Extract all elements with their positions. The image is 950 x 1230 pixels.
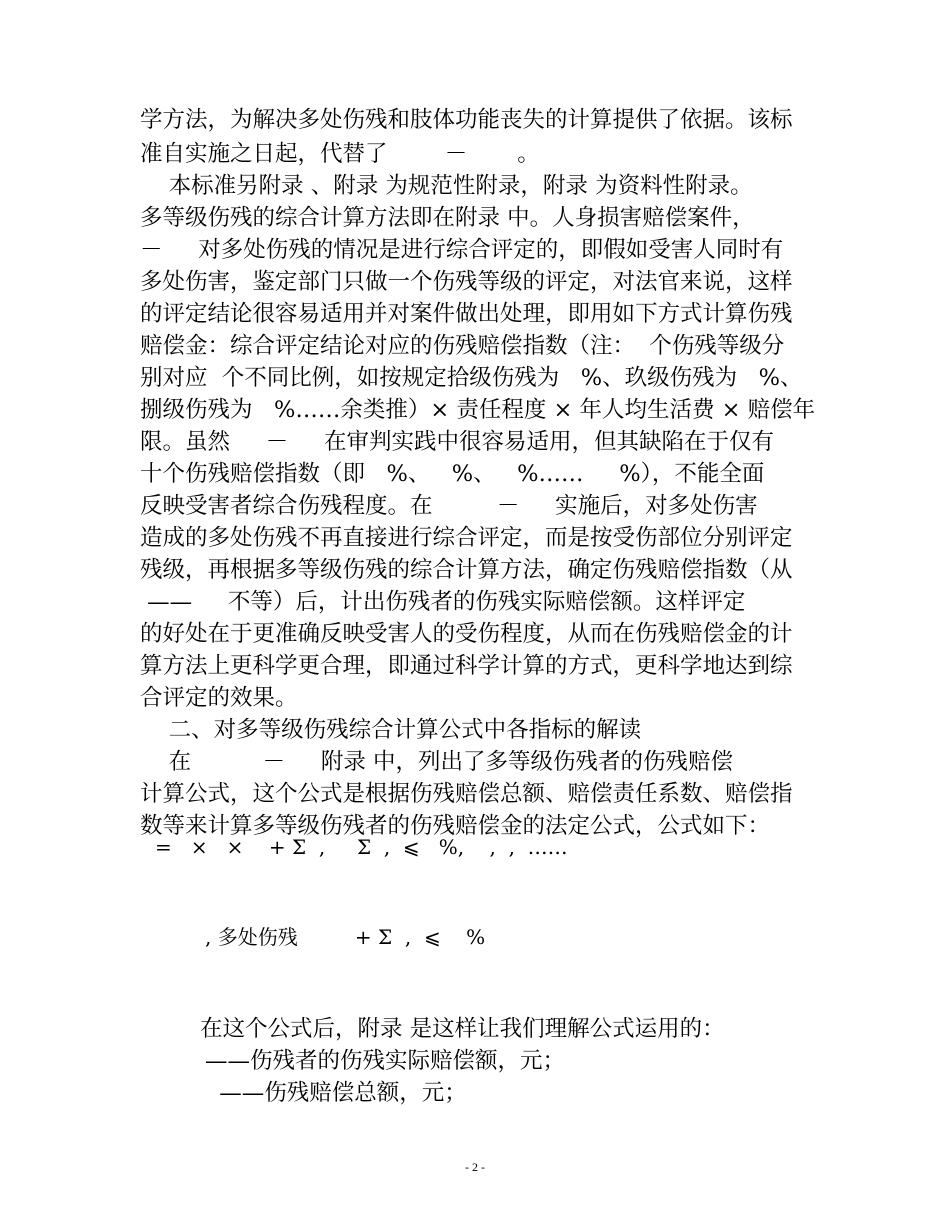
section-heading: 二、对多等级伤残综合计算公式中各指标的解读 (140, 717, 642, 743)
body-line: 在这个公式后，附录 是这样让我们理解公式运用的： (200, 1016, 725, 1042)
definition-line: ——伤残者的伤残实际赔偿额，元； (205, 1048, 566, 1074)
body-line: 的好处在于更准确反映受害人的受伤程度，从而在伤残赔偿金的计 (140, 621, 793, 647)
body-line: 学方法，为解决多处伤残和肢体功能丧失的计算提供了依据。该标 (140, 107, 793, 133)
body-line: 别对应 个不同比例，如按规定拾级伤残为 %、玖级伤残为 %、 (140, 365, 803, 391)
body-line: 数等来计算多等级伤残者的伤残赔偿金的法定公式，公式如下： (140, 813, 771, 839)
body-line: 反映受害者综合伤残程度。在 － 实施后，对多处伤害 (140, 493, 758, 519)
formula-line-2: , 多处伤残 + Σ , ⩽ % (205, 925, 486, 949)
page-number: - 2 - (465, 1160, 485, 1174)
body-line: 多等级伤残的综合计算方法即在附录 中。人身损害赔偿案件， (140, 205, 755, 231)
body-line: － 对多处伤残的情况是进行综合评定的，即假如受害人同时有 (140, 237, 784, 263)
definition-line: ——伤残赔偿总额，元； (205, 1080, 467, 1106)
body-line: 造成的多处伤残不再直接进行综合评定，而是按受伤部位分别评定 (140, 525, 793, 551)
body-line: 残级，再根据多等级伤残的综合计算方法，确定伤残赔偿指数（从 (140, 557, 793, 583)
body-line: 限。虽然 － 在审判实践中很容易适用，但其缺陷在于仅有 (140, 429, 775, 455)
body-line: 合评定的效果。 (140, 685, 298, 711)
body-line: 多处伤害，鉴定部门只做一个伤残等级的评定，对法官来说，这样 (140, 269, 793, 295)
body-line: 算方法上更科学更合理，即通过科学计算的方式，更科学地达到综 (140, 653, 793, 679)
body-line: 的评定结论很容易适用并对案件做出处理，即用如下方式计算伤残 (140, 301, 793, 327)
body-line: 计算公式，这个公式是根据伤残赔偿总额、赔偿责任系数、赔偿指 (140, 781, 793, 807)
body-line: —— 不等）后，计出伤残者的伤残实际赔偿额。这样评定 (140, 589, 746, 615)
body-line: 准自实施之日起，代替了 － 。 (140, 141, 540, 167)
body-line: 十个伤残赔偿指数（即 %、 %、 %…… %），不能全面 (140, 461, 765, 487)
body-line: 赔偿金：综合评定结论对应的伤残赔偿指数（注： 个伤残等级分 (140, 333, 785, 359)
body-line: 捌级伤残为 %……余类推）× 责任程度 × 年人均生活费 × 赔偿年 (140, 397, 816, 423)
body-line: 在 － 附录 中，列出了多等级伤残者的伤残赔偿 (140, 749, 734, 775)
formula-line-1: = × × + Σ , Σ , ⩽ %, , , …… (155, 835, 568, 859)
body-line: 本标准另附录 、附录 为规范性附录，附录 为资料性附录。 (140, 173, 753, 199)
